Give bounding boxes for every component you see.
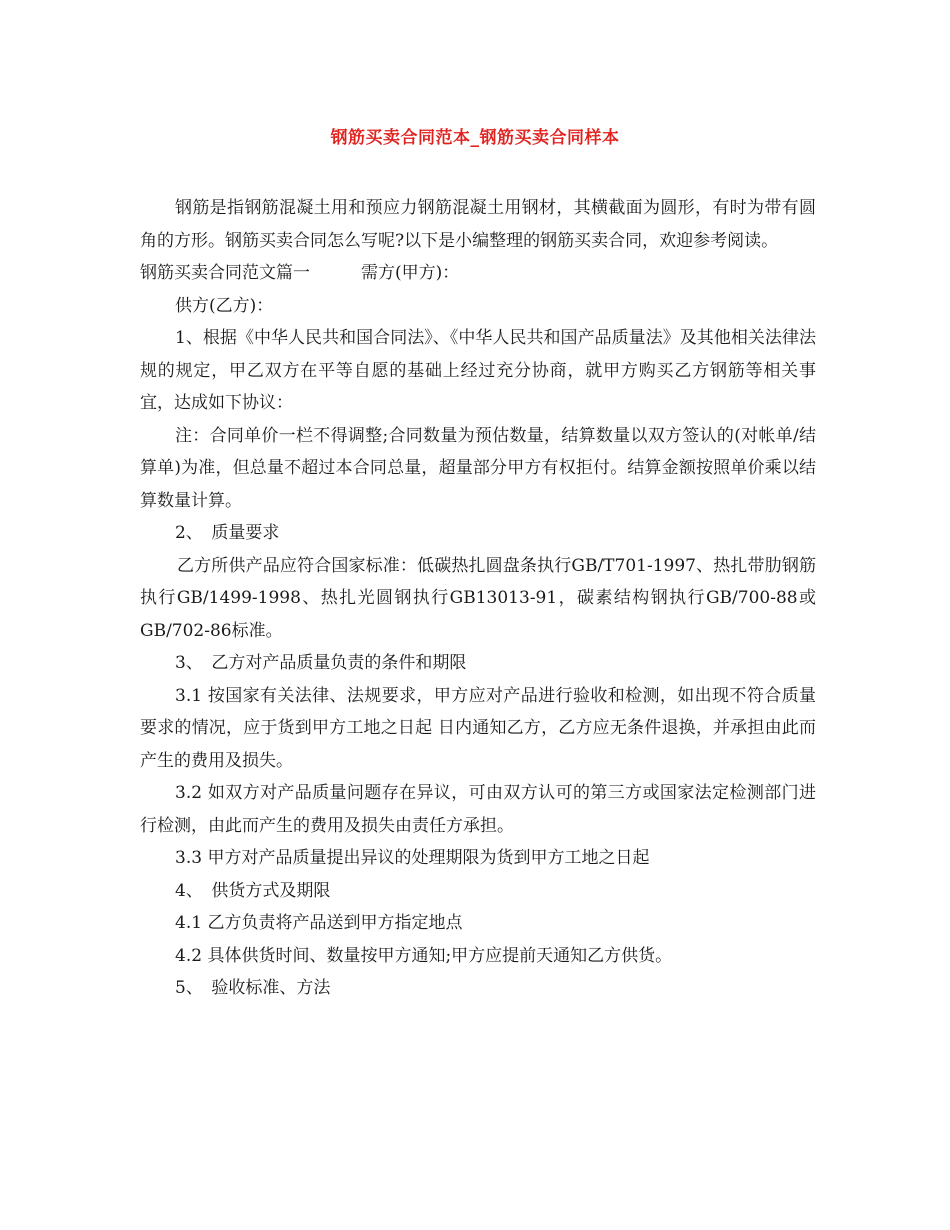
clause-4-2: 4.2 具体供货时间、数量按甲方通知;甲方应提前天通知乙方供货。 [175, 945, 673, 966]
intro-paragraph: 钢筋是指钢筋混凝土用和预应力钢筋混凝土用钢材，其横截面为圆形，有时为带有圆角的方形。钢筋买卖合同怎么写呢?以下是小编整理的钢筋买卖合同，欢迎参考阅读。 [140, 198, 816, 251]
contract-heading-line: 钢筋买卖合同范文篇一 需方(甲方)： [140, 263, 460, 283]
clause-3-2: 3.2 如双方对产品质量问题存在异议，可由双方认可的第三方或国家法定检测部门进行检测，由此而产生的费用及损失由责任方承担。 [140, 783, 816, 836]
quality-standard-paragraph: 乙方所供产品应符合国家标准：低碳热扎圆盘条执行GB/T701-1997、热扎带肋钢筋执行GB/1499-1998、热扎光圆钢执行GB13013-91，碳素结构钢执行GB/700-88或GB/702-86标准。 [140, 555, 816, 641]
clause-3-3: 3.3 甲方对产品质量提出异议的处理期限为货到甲方工地之日起 [175, 848, 650, 868]
section-3-heading: 3、 乙方对产品质量负责的条件和期限 [175, 653, 467, 673]
clause-1: 1、根据《中华人民共和国合同法》、《中华人民共和国产品质量法》及其他相关法律法规的规定，甲乙双方在平等自愿的基础上经过充分协商，就甲方购买乙方钢筋等相关事宜，达成如下协议： [140, 328, 816, 413]
clause-4-1: 4.1 乙方负责将产品送到甲方指定地点 [175, 913, 463, 933]
section-4-heading: 4、 供货方式及期限 [175, 880, 331, 901]
clause-3-1: 3.1 按国家有关法律、法规要求，甲方应对产品进行验收和检测，如出现不符合质量要求的情况，应于货到甲方工地之日起 日内通知乙方，乙方应无条件退换，并承担由此而产生的费用及损失。 [140, 685, 816, 771]
document-title: 钢筋买卖合同范本_钢筋买卖合同样本 [330, 128, 620, 148]
note-paragraph: 注：合同单价一栏不得调整;合同数量为预估数量，结算数量以双方签认的(对帐单/结算单)为准，但总量不超过本合同总量，超量部分甲方有权拒付。结算金额按照单价乘以结算数量计算。 [140, 425, 816, 511]
section-5-heading: 5、 验收标准、方法 [175, 978, 331, 998]
supplier-line: 供方(乙方)： [175, 295, 274, 316]
document-body [140, 192, 816, 1005]
section-2-heading: 2、 质量要求 [175, 523, 280, 543]
